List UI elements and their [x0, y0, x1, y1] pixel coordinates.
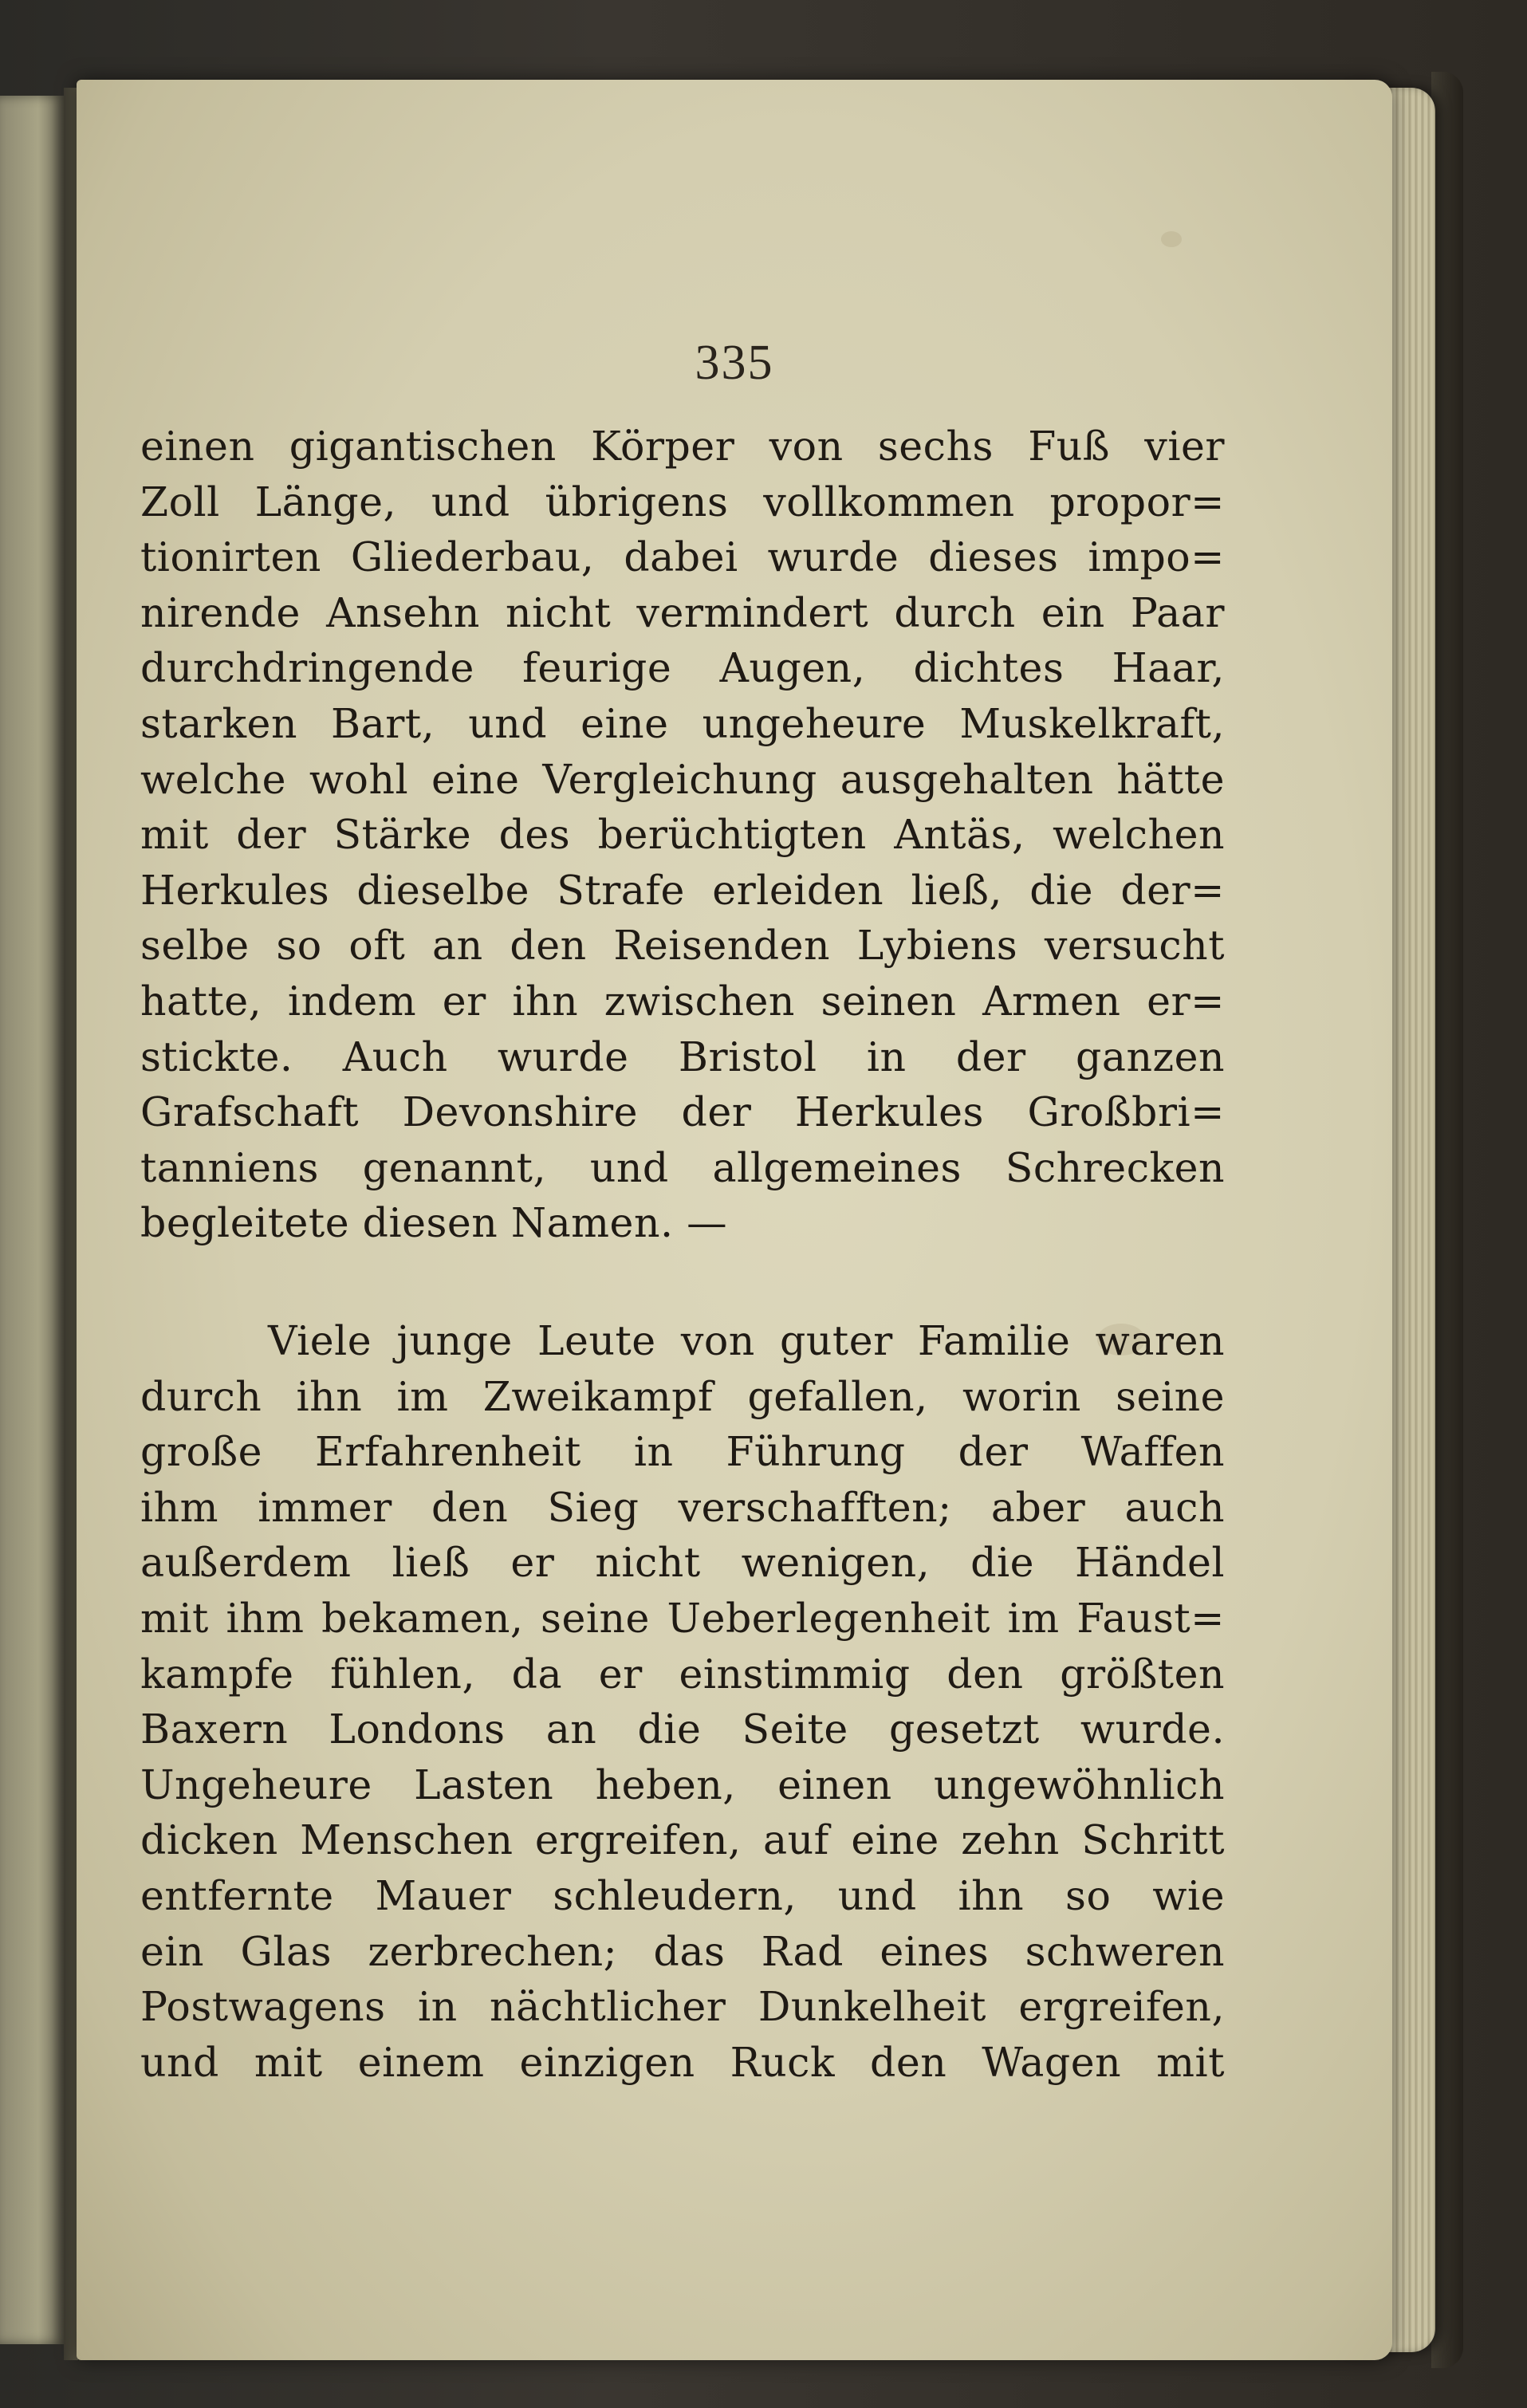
- text-line: Herkules dieselbe Strafe erleiden ließ, die der=: [140, 866, 1225, 914]
- facing-page-edge: [0, 96, 64, 2344]
- text-line: ihm immer den Sieg verschafften; aber auch: [140, 1483, 1225, 1531]
- text-line: begleitete diesen Namen. —: [140, 1199, 728, 1247]
- text-line: durchdringende feurige Augen, dichtes Haar,: [140, 644, 1225, 692]
- text-line: tionirten Gliederbau, dabei wurde dieses impo=: [140, 533, 1225, 581]
- book-cover-edge: [1431, 72, 1463, 2368]
- text-line: stickte. Auch wurde Bristol in der ganzen: [140, 1033, 1225, 1080]
- text-line: tanniens genannt, und allgemeines Schrecken: [140, 1143, 1225, 1191]
- text-line: ein Glas zerbrechen; das Rad eines schweren: [140, 1927, 1225, 1975]
- text-line: Zoll Länge, und übrigens vollkommen propor=: [140, 478, 1225, 525]
- text-line: kampfe fühlen, da er einstimmig den größten: [140, 1650, 1225, 1698]
- text-line: außerdem ließ er nicht wenigen, die Händel: [140, 1539, 1225, 1587]
- text-line: entfernte Mauer schleudern, und ihn so wie: [140, 1871, 1225, 1919]
- paragraph-1: [140, 419, 1225, 1251]
- text-line: dicken Menschen ergreifen, auf eine zehn Schritt: [140, 1816, 1225, 1864]
- paragraph-2: [140, 1313, 1225, 2090]
- paper-stain: [1161, 231, 1182, 247]
- text-line: Grafschaft Devonshire der Herkules Großbri=: [140, 1088, 1225, 1136]
- text-line: Baxern Londons an die Seite gesetzt wurde.: [140, 1706, 1225, 1753]
- text-line: mit der Stärke des berüchtigten Antäs, welchen: [140, 811, 1225, 859]
- text-line: hatte, indem er ihn zwischen seinen Armen er=: [140, 977, 1225, 1025]
- text-line: Viele junge Leute von guter Familie waren: [268, 1317, 1225, 1364]
- text-line: und mit einem einzigen Ruck den Wagen mit: [140, 2038, 1225, 2086]
- book-page: [77, 80, 1392, 2360]
- text-line: durch ihn im Zweikampf gefallen, worin seine: [140, 1372, 1225, 1420]
- text-line: einen gigantischen Körper von sechs Fuß vier: [140, 423, 1225, 470]
- text-line: welche wohl eine Vergleichung ausgehalten hätte: [140, 755, 1225, 803]
- text-line: große Erfahrenheit in Führung der Waffen: [140, 1428, 1225, 1476]
- text-line: mit ihm bekamen, seine Ueberlegenheit im Faust=: [140, 1594, 1225, 1642]
- text-line: Ungeheure Lasten heben, einen ungewöhnlich: [140, 1761, 1225, 1808]
- text-line: starken Bart, und eine ungeheure Muskelkraft,: [140, 699, 1225, 747]
- page-number: 335: [695, 336, 774, 390]
- text-line: Postwagens in nächtlicher Dunkelheit ergreifen,: [140, 1983, 1225, 2031]
- text-line: selbe so oft an den Reisenden Lybiens versucht: [140, 922, 1225, 970]
- text-line: nirende Ansehn nicht vermindert durch ein Paar: [140, 588, 1225, 636]
